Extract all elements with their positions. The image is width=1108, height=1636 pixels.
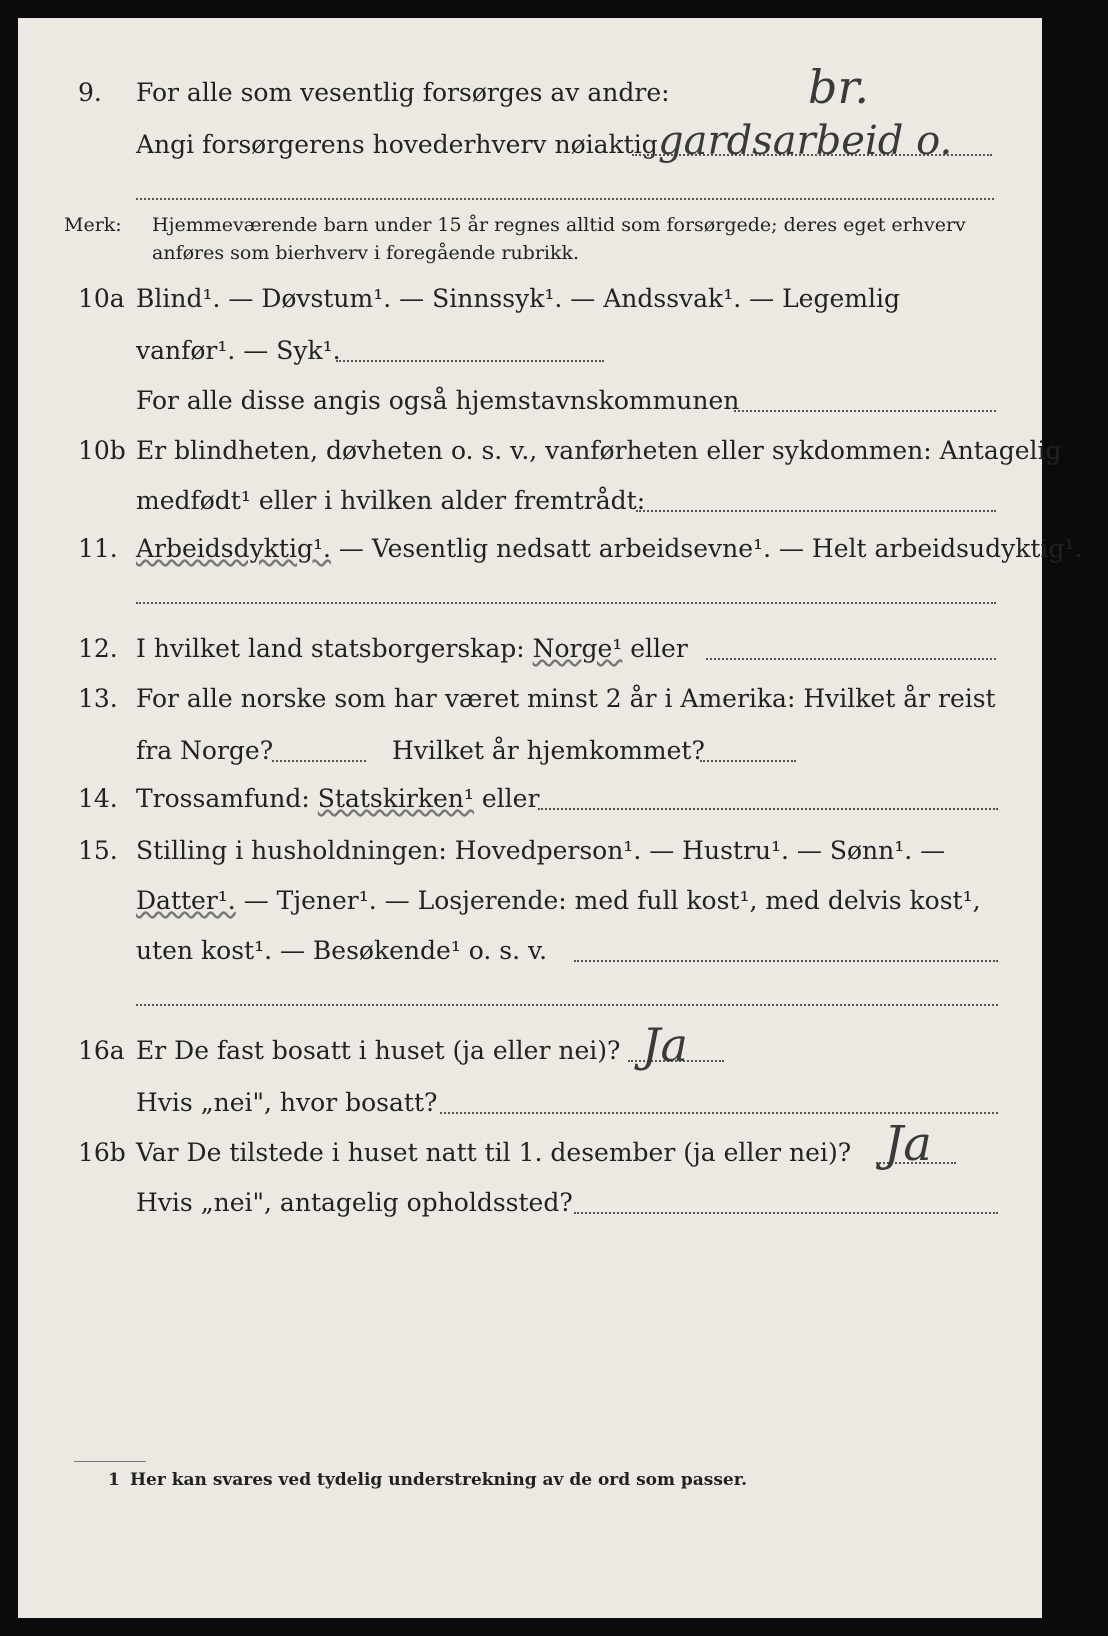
q15-extra-line	[136, 1004, 998, 1006]
q14-number: 14.	[78, 784, 118, 813]
q14-pre: Trossamfund:	[136, 784, 310, 813]
q9-answer-top-handwritten: br.	[808, 60, 870, 114]
q12-option-norge[interactable]: Norge¹	[532, 634, 623, 663]
census-form-page	[18, 18, 1083, 1618]
q16a-line1: Er De fast bosatt i huset (ja eller nei)?	[136, 1036, 621, 1065]
q16a-number: 16a	[78, 1036, 125, 1065]
q12-answer-line[interactable]	[706, 658, 996, 660]
q10a-line1: Blind¹. — Døvstum¹. — Sinnssyk¹. — Andssvak¹. — Legemlig	[136, 284, 900, 313]
q16a-where-line[interactable]	[440, 1112, 998, 1114]
q10a-home-municipality-line[interactable]	[734, 410, 996, 412]
q11-option-arbeidsdyktig[interactable]: Arbeidsdyktig¹.	[136, 534, 331, 563]
footnote-text: Her kan svares ved tydelig understrekning av de ord som passer.	[130, 1470, 748, 1490]
q16a-line2: Hvis „nei", hvor bosatt?	[136, 1088, 438, 1117]
q13-line1: For alle norske som har været minst 2 år i Amerika: Hvilket år reist	[136, 684, 996, 713]
q14-line	[136, 784, 539, 813]
q10a-line2: vanfør¹. — Syk¹.	[136, 336, 341, 365]
q10b-line1: Er blindheten, døvheten o. s. v., vanførheten eller sykdommen: Antagelig	[136, 436, 1062, 465]
q10b-line2: medfødt¹ eller i hvilken alder fremtrådt:	[136, 486, 646, 515]
q13-line2a: fra Norge?	[136, 736, 274, 765]
merk-line1: Hjemmeværende barn under 15 år regnes alltid som forsørgede; deres eget erhverv	[152, 214, 966, 236]
q13-year-left-line[interactable]	[272, 760, 366, 762]
q11-extra-line	[136, 602, 996, 604]
q16b-line1: Var De tilstede i huset natt til 1. desember (ja eller nei)?	[136, 1138, 852, 1167]
q12-number: 12.	[78, 634, 118, 663]
q9-answer-handwritten[interactable]: gardsarbeid o.	[658, 118, 953, 164]
merk-label: Merk:	[64, 214, 122, 236]
q10a-number: 10a	[78, 284, 125, 313]
q14-option-statskirken[interactable]: Statskirken¹	[317, 784, 474, 813]
q12-line	[136, 634, 688, 663]
q16b-answer-handwritten[interactable]: Ja	[884, 1116, 932, 1172]
q10a-line3: For alle disse angis også hjemstavnskommunen	[136, 386, 740, 415]
q15-line2-rest: — Tjener¹. — Losjerende: med full kost¹, med delvis kost¹,	[243, 886, 981, 915]
q15-answer-line[interactable]	[574, 960, 998, 962]
q14-post: eller	[481, 784, 540, 813]
q16b-stay-line[interactable]	[574, 1212, 998, 1214]
footnote-mark: 1	[108, 1470, 120, 1490]
q9-line2: Angi forsørgerens hovederhverv nøiaktig	[136, 130, 658, 159]
q12-pre: I hvilket land statsborgerskap:	[136, 634, 525, 663]
q9-number: 9.	[78, 78, 102, 107]
q14-answer-line[interactable]	[538, 808, 998, 810]
q9-extra-line	[136, 198, 994, 200]
q15-line2	[136, 886, 981, 915]
q13-line2b: Hvilket år hjemkommet?	[392, 736, 705, 765]
q10b-answer-line[interactable]	[636, 510, 996, 512]
q10b-number: 10b	[78, 436, 126, 465]
merk-line2: anføres som bierhverv i foregående rubrikk.	[152, 242, 580, 264]
q15-line1: Stilling i husholdningen: Hovedperson¹. — Hustru¹. — Sønn¹. —	[136, 836, 946, 865]
q15-number: 15.	[78, 836, 118, 865]
q12-post: eller	[630, 634, 688, 663]
q16b-line2: Hvis „nei", antagelig opholdssted?	[136, 1188, 573, 1217]
q16b-number: 16b	[78, 1138, 126, 1167]
q15-option-datter[interactable]: Datter¹.	[136, 886, 236, 915]
q16a-answer-handwritten[interactable]: Ja	[642, 1018, 688, 1072]
q9-line1: For alle som vesentlig forsørges av andre:	[136, 78, 670, 107]
q11-line	[136, 534, 1082, 563]
footnote-rule	[74, 1461, 146, 1462]
q13-number: 13.	[78, 684, 118, 713]
q15-line3: uten kost¹. — Besøkende¹ o. s. v.	[136, 936, 548, 965]
q13-year-returned-line[interactable]	[700, 760, 796, 762]
q10a-answer-line[interactable]	[336, 360, 604, 362]
q11-rest: — Vesentlig nedsatt arbeidsevne¹. — Helt arbeidsudyktig¹.	[338, 534, 1083, 563]
q11-number: 11.	[78, 534, 118, 563]
